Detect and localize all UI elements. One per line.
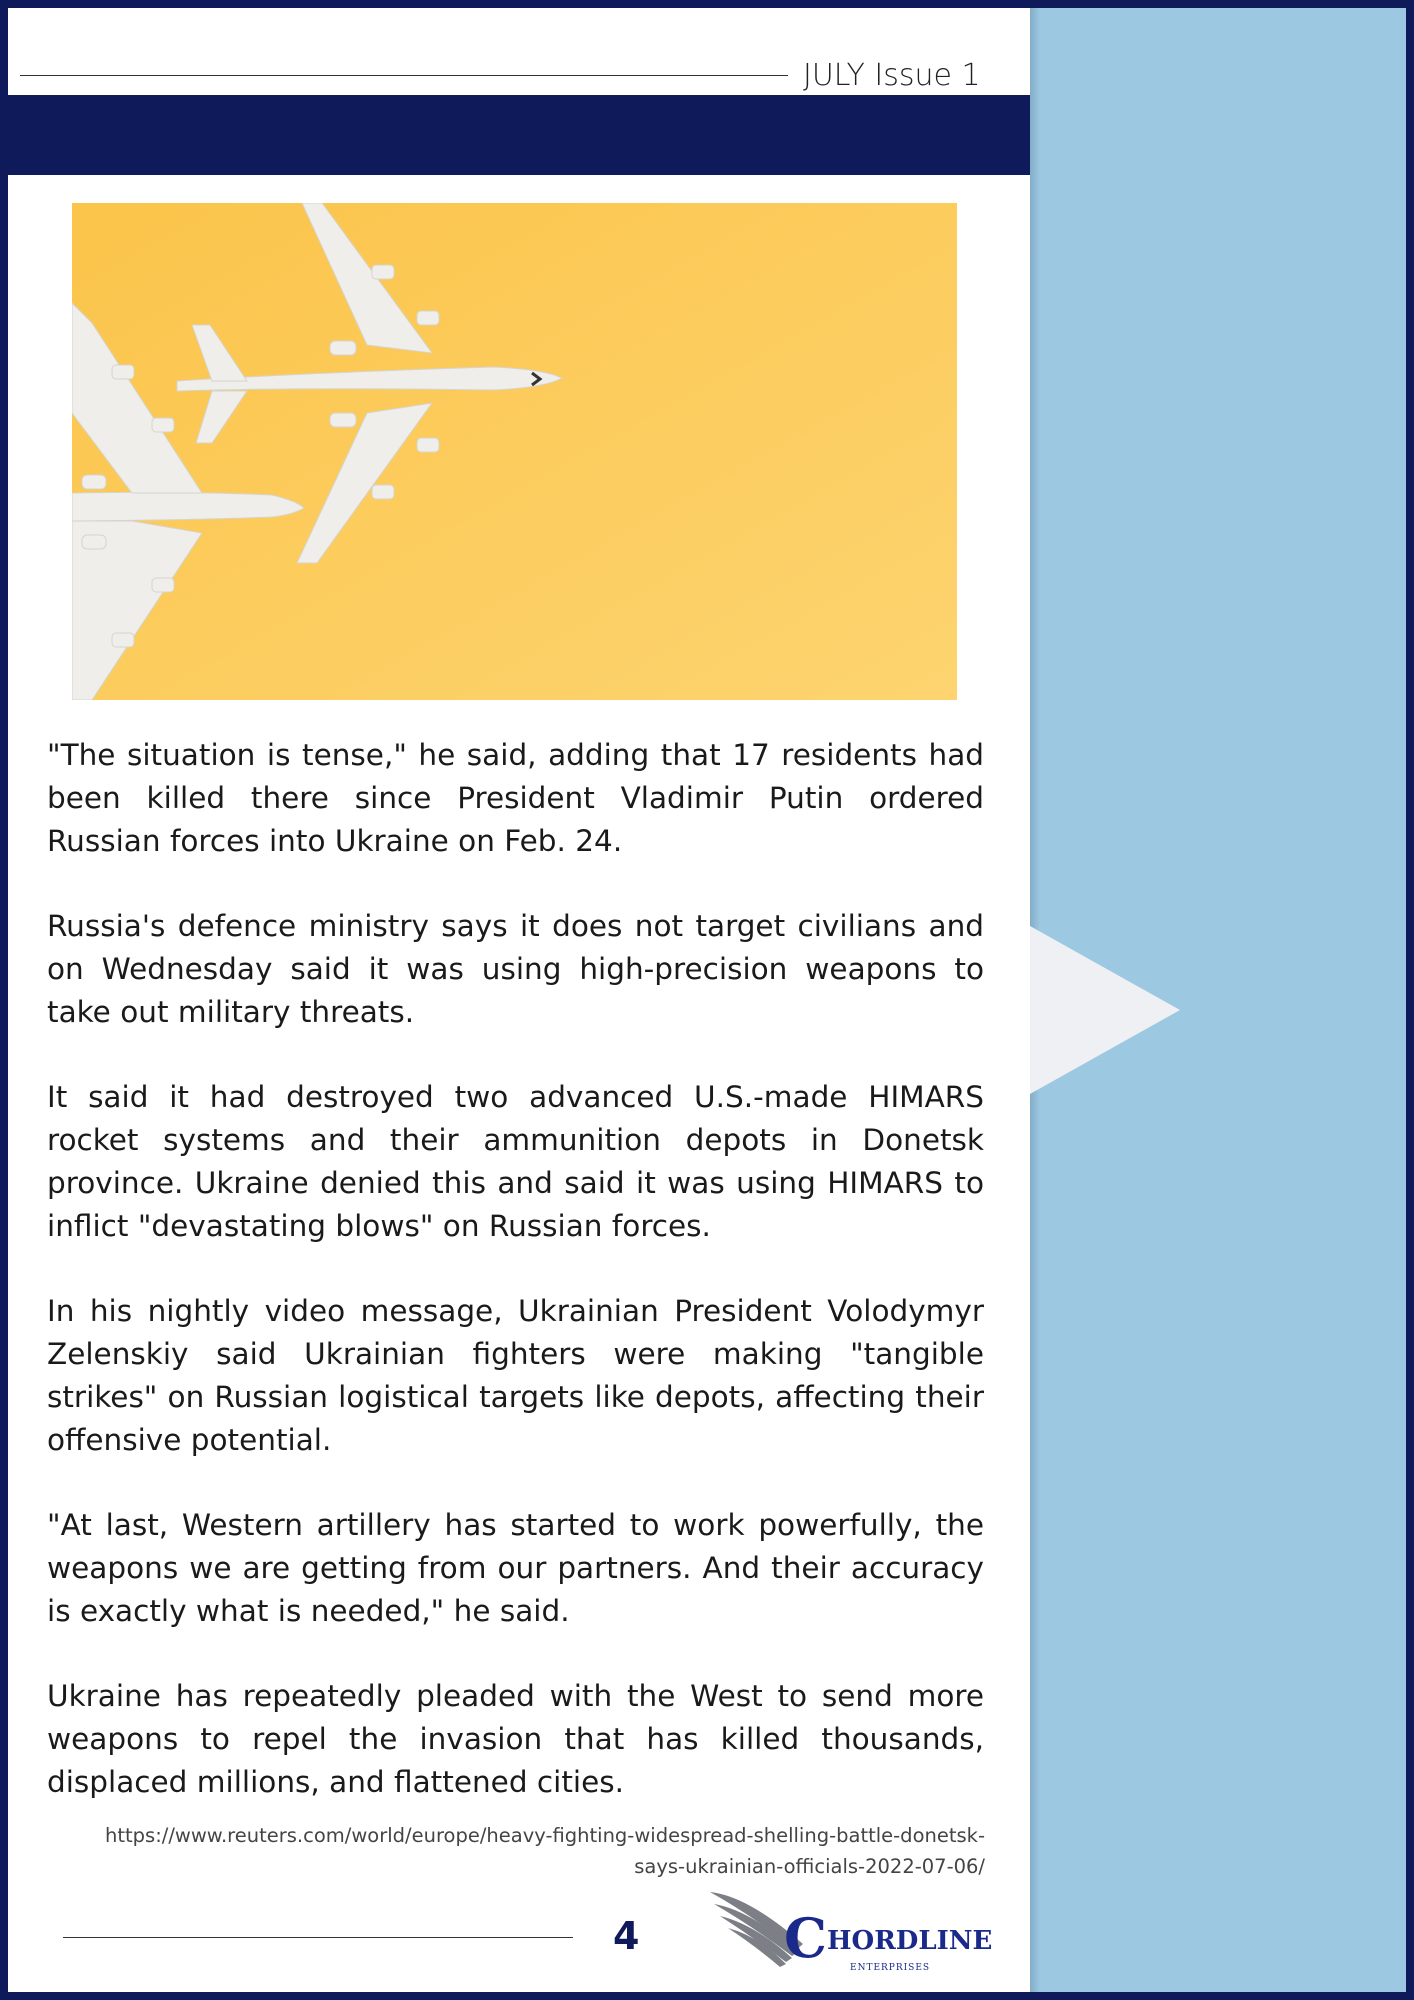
- source-line-1: https://www.reuters.com/world/europe/heavy-fighting-widespread-shelling-battle-donetsk-: [105, 1824, 985, 1847]
- airplanes-photo: [72, 203, 957, 700]
- header-rule: [20, 75, 788, 76]
- paragraph-4: In his nightly video message, Ukrainian President Volodymyr Zelenskiy said Ukrainian fighters were making "tangible strikes" on Russian logistical targets like depots, affecting their offensive potential.: [47, 1294, 984, 1457]
- issue-label: JULY Issue 1: [803, 58, 981, 93]
- chordline-logo: [708, 1888, 993, 1978]
- paragraph-5: "At last, Western artillery has started to work powerfully, the weapons we are getting from our partners. And their accuracy is exactly what is needed," he said.: [47, 1508, 984, 1628]
- source-link[interactable]: [88, 1820, 985, 1882]
- article-body: [47, 734, 984, 1846]
- header-band: [8, 95, 1030, 175]
- logo-rest: HORDLINE: [826, 1926, 993, 1956]
- footer-rule: [63, 1937, 573, 1938]
- logo-subtitle: ENTERPRISES: [850, 1963, 931, 1973]
- arrow-decoration: [1030, 926, 1180, 1094]
- page-number: 4: [613, 1914, 640, 1958]
- paragraph-3: It said it had destroyed two advanced U.S.-made HIMARS rocket systems and their ammunition depots in Donetsk province. Ukraine denied this and said it was using HIMARS to inflict "devastating blows" on Russian forces.: [47, 1080, 984, 1243]
- logo-initial: C: [784, 1906, 827, 1970]
- paragraph-2: Russia's defence ministry says it does not target civilians and on Wednesday said it was using high-precision weapons to take out military threats.: [47, 909, 984, 1029]
- paragraph-1: "The situation is tense," he said, adding that 17 residents had been killed there since President Vladimir Putin ordered Russian forces into Ukraine on Feb. 24.: [47, 738, 984, 858]
- paragraph-6: Ukraine has repeatedly pleaded with the West to send more weapons to repel the invasion that has killed thousands, displaced millions, and flattened cities.: [47, 1679, 984, 1799]
- source-line-2: says-ukrainian-officials-2022-07-06/: [634, 1855, 985, 1878]
